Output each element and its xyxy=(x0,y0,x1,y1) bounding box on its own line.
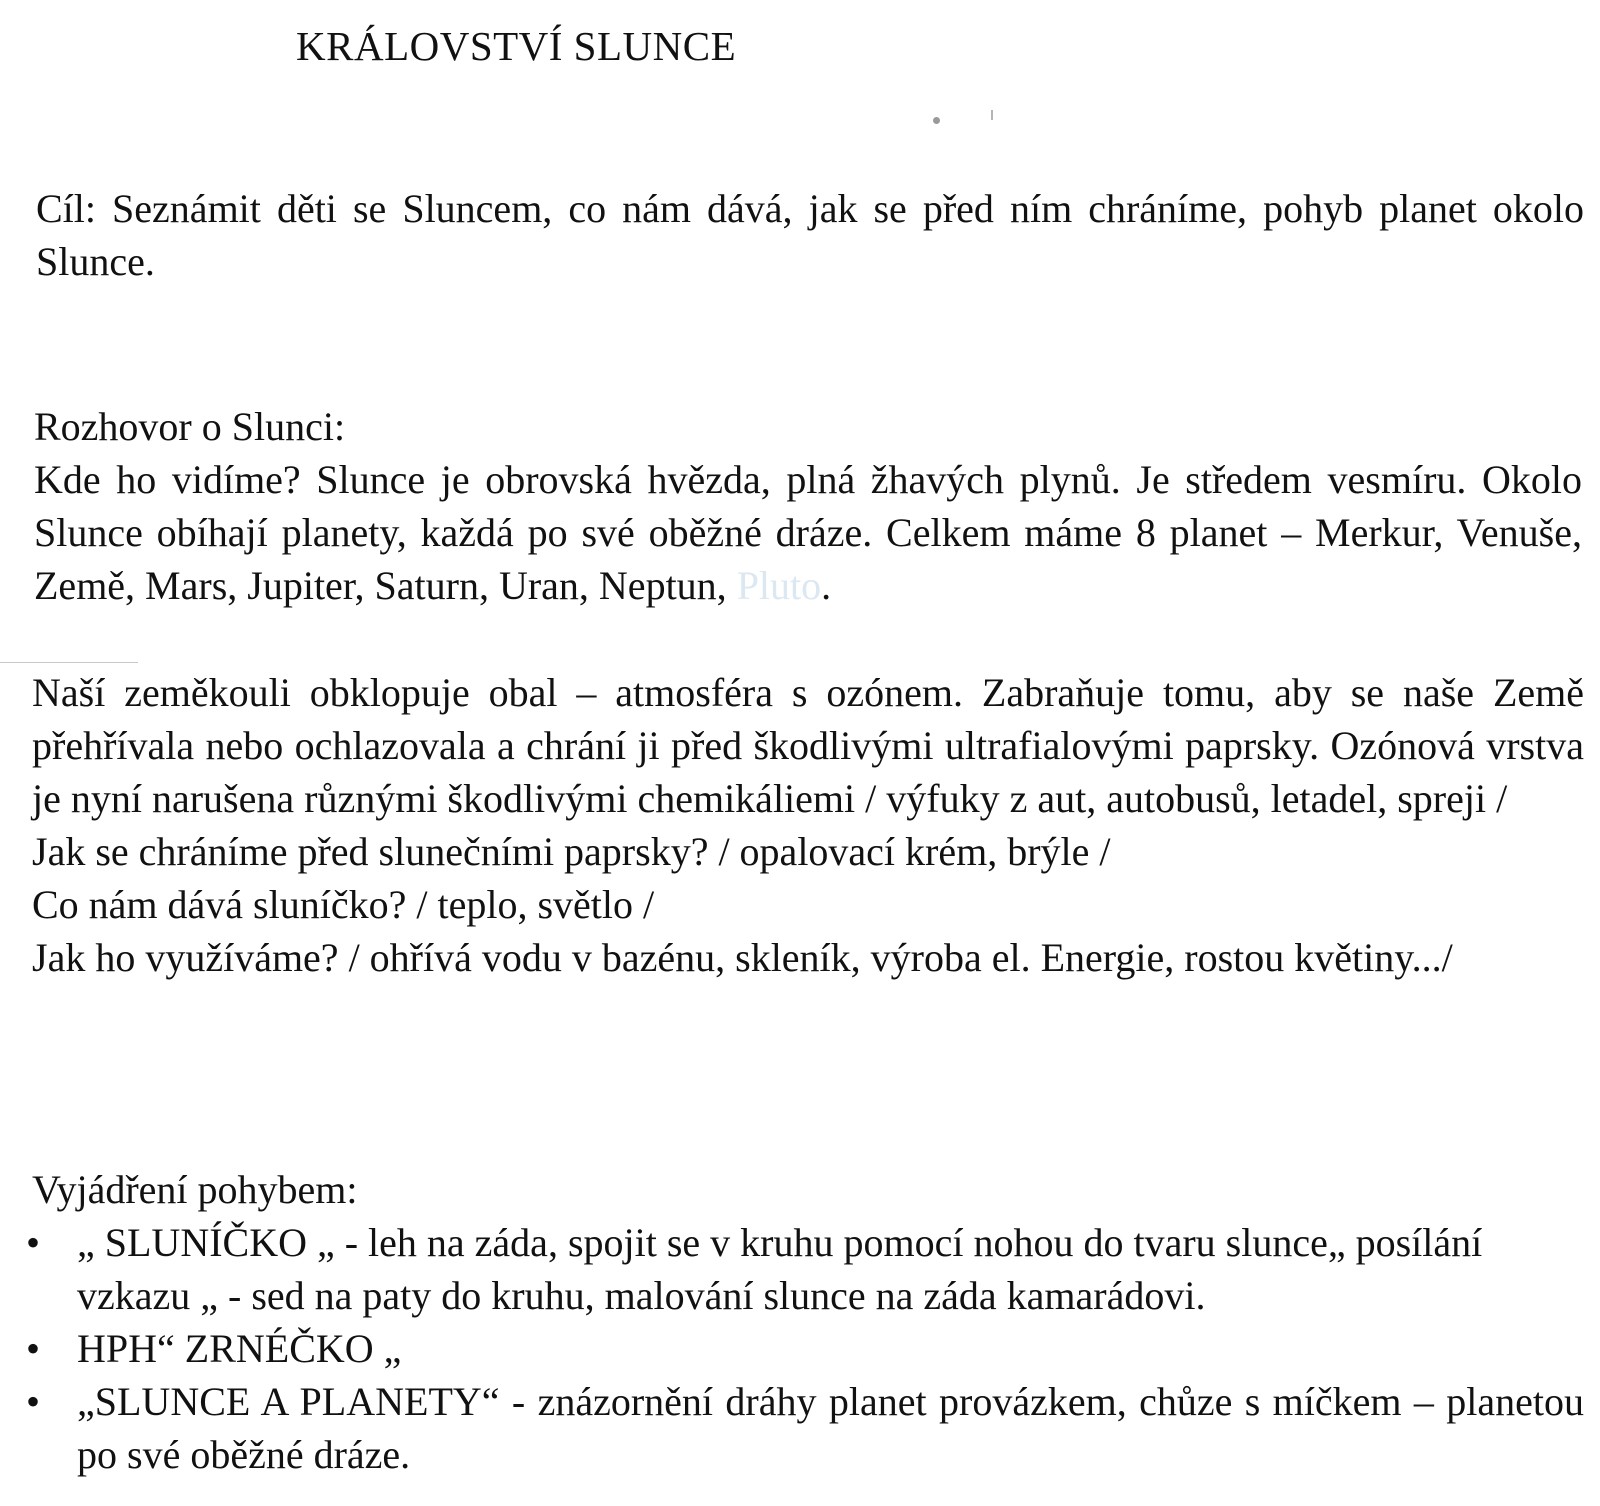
conversation-section xyxy=(34,400,1582,612)
movement-section xyxy=(26,1163,1584,1481)
list-item-text: „SLUNCE A PLANETY“ - znázornění dráhy planet provázkem, chůze s míčkem – planetou po své oběžné dráze. xyxy=(77,1379,1584,1477)
ozone-section xyxy=(32,666,1584,984)
bullet-icon: • xyxy=(26,1220,41,1265)
list-item xyxy=(26,1375,1584,1481)
question-line: Co nám dává sluníčko? / teplo, světlo / xyxy=(32,882,655,927)
scan-speck xyxy=(933,117,940,124)
question-line: Jak ho využíváme? / ohřívá vodu v bazénu, skleník, výroba el. Energie, rostou květiny.../ xyxy=(32,935,1453,980)
conversation-end: . xyxy=(821,563,832,608)
bullet-icon: • xyxy=(26,1326,41,1371)
movement-list xyxy=(26,1216,1584,1481)
document-title: KRÁLOVSTVÍ SLUNCE xyxy=(296,23,737,69)
faded-word: Pluto xyxy=(736,563,822,608)
movement-heading: Vyjádření pohybem: xyxy=(32,1167,358,1212)
list-item xyxy=(26,1216,1584,1322)
goal-text: Cíl: Seznámit děti se Sluncem, co nám dává, jak se před ním chráníme, pohyb planet okolo Slunce. xyxy=(36,186,1584,284)
conversation-body: Kde ho vidíme? Slunce je obrovská hvězda, plná žhavých plynů. Je středem vesmíru. Okolo Slunce obíhají planety, každá po své oběžné dráze. Celkem máme 8 planet – Merkur, Venuše, Země, Mars, Jupiter, Saturn, Uran, Neptun, xyxy=(34,457,1582,608)
ozone-paragraph: Naší zeměkouli obklopuje obal – atmosféra s ozónem. Zabraňuje tomu, aby se naše Země přehřívala nebo ochlazovala a chrání ji před škodlivými ultrafialovými paprsky. Ozónová vrstva je nyní narušena různými škodlivými chemikáliemi / výfuky z aut, autobusů, letadel, spreji / xyxy=(32,670,1584,821)
bullet-icon: • xyxy=(26,1379,41,1424)
question-line: Jak se chráníme před slunečními paprsky? / opalovací krém, brýle / xyxy=(32,829,1111,874)
conversation-text xyxy=(34,453,1582,612)
scan-line xyxy=(0,662,138,663)
conversation-heading: Rozhovor o Slunci: xyxy=(34,404,346,449)
list-item-text: HPH“ ZRNÉČKO „ xyxy=(77,1326,402,1371)
goal-paragraph xyxy=(36,182,1584,288)
scan-mark xyxy=(991,110,993,120)
list-item xyxy=(26,1322,1584,1375)
list-item-text: „ SLUNÍČKO „ - leh na záda, spojit se v kruhu pomocí nohou do tvaru slunce„ posílání vzkazu „ - sed na paty do kruhu, malování slunce na záda kamarádovi. xyxy=(77,1220,1483,1318)
